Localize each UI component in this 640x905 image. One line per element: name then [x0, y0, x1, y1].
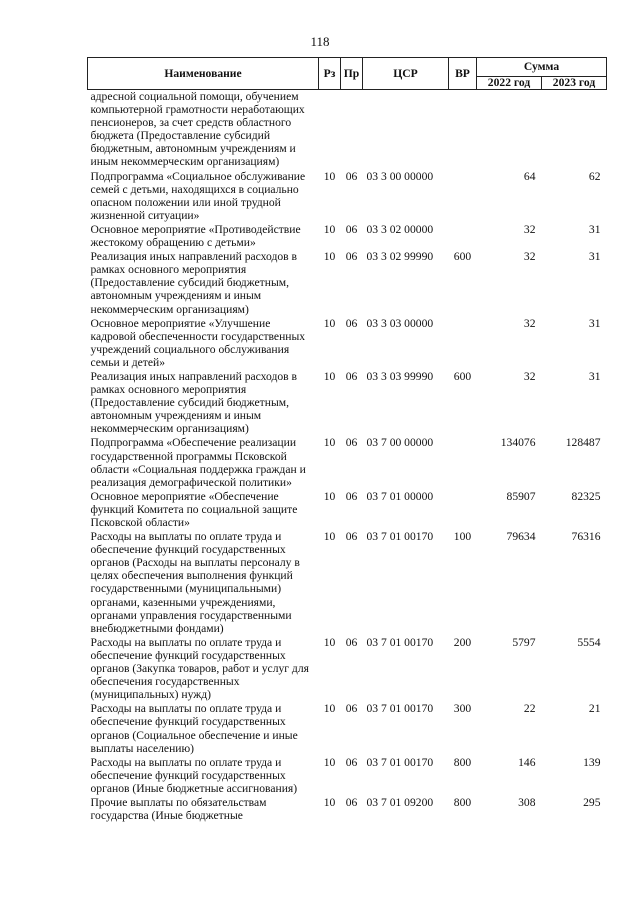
row-pr: 06 — [345, 755, 358, 769]
row-amount-2023: 31 — [588, 222, 601, 236]
row-amount-2023: 5554 — [577, 635, 601, 649]
row-rz: 10 — [323, 369, 336, 383]
row-csr — [363, 90, 449, 170]
row-amount-2022: 85907 — [506, 489, 536, 503]
row-pr: 06 — [345, 250, 358, 264]
row-name: Прочие выплаты по обязательствам государства (Иные бюджетные — [90, 795, 267, 823]
row-amount-2022: 79634 — [506, 530, 536, 544]
row-name: Реализация иных направлений расходов в рамках основного мероприятия (Предоставление субсидий бюджетным, автономным учреждениям и иным некоммерческим организациям) — [90, 369, 297, 436]
row-rz: 10 — [323, 755, 336, 769]
row-csr: 03 7 00 00000 — [366, 436, 434, 450]
table-row — [88, 250, 607, 316]
row-csr: 03 3 02 00000 — [366, 222, 434, 236]
row-vr — [449, 317, 477, 370]
row-pr: 06 — [345, 702, 358, 716]
row-rz: 10 — [323, 169, 336, 183]
table-row — [88, 370, 607, 436]
table-body — [88, 90, 607, 824]
row-amount-2023: 31 — [588, 316, 601, 330]
row-name: Реализация иных направлений расходов в рамках основного мероприятия (Предоставление субсидий бюджетным, автономным учреждениям и иным некоммерческим организациям) — [90, 250, 297, 316]
row-rz: 10 — [323, 222, 336, 236]
row-csr: 03 7 01 00170 — [366, 755, 434, 769]
row-vr: 800 — [453, 755, 472, 769]
table-row — [88, 490, 607, 530]
row-vr: 600 — [453, 369, 472, 383]
table-row — [88, 756, 607, 796]
row-rz: 10 — [323, 489, 336, 503]
row-amount-2022: 32 — [523, 369, 536, 383]
row-vr — [449, 436, 477, 489]
row-rz: 10 — [323, 316, 336, 330]
row-pr: 06 — [345, 530, 358, 544]
row-name: Основное мероприятие «Противодействие жестокому обращению с детьми» — [90, 222, 301, 250]
row-amount-2022 — [477, 90, 542, 170]
table-row — [88, 796, 607, 823]
row-amount-2023 — [542, 90, 607, 170]
row-name: Подпрограмма «Социальное обслуживание семей с детьми, находящихся в социально опасном положении или иной трудной жизненной ситуации» — [90, 169, 306, 222]
row-amount-2023: 76316 — [571, 530, 601, 544]
row-name: Расходы на выплаты по оплате труда и обеспечение функций государственных органов (Иные бюджетные ассигнования) — [90, 755, 298, 795]
row-vr: 200 — [453, 635, 472, 649]
row-vr: 300 — [453, 702, 472, 716]
table-header — [88, 58, 607, 90]
row-rz: 10 — [323, 635, 336, 649]
row-amount-2022: 32 — [523, 222, 536, 236]
row-pr: 06 — [345, 316, 358, 330]
row-amount-2022: 32 — [523, 316, 536, 330]
row-name: Расходы на выплаты по оплате труда и обеспечение функций государственных органов (Закупка товаров, работ и услуг для обеспечения государственных (муниципальных) нужд) — [90, 635, 309, 702]
row-csr: 03 3 03 00000 — [366, 316, 434, 330]
row-amount-2022: 64 — [523, 169, 536, 183]
header-vr: ВР — [449, 58, 477, 90]
table-row — [88, 530, 607, 636]
row-amount-2022: 308 — [518, 795, 536, 809]
row-name: Расходы на выплаты по оплате труда и обеспечение функций государственных органов (Расходы на выплаты персоналу в целях обеспечения выполнения функций государственными (муниципальными) органами, казенными учреждениями, органами управления государственными внебюджетными фондами) — [90, 530, 300, 635]
row-pr: 06 — [345, 635, 358, 649]
row-name: Подпрограмма «Обеспечение реализации государственной программы Псковской области «Социальная поддержка граждан и реализация демографической политики» — [90, 436, 306, 489]
row-amount-2023: 21 — [588, 702, 601, 716]
row-csr: 03 3 00 00000 — [366, 169, 434, 183]
row-rz: 10 — [323, 795, 336, 809]
row-amount-2023: 31 — [588, 369, 601, 383]
row-amount-2023: 128487 — [565, 436, 601, 450]
row-pr: 06 — [345, 222, 358, 236]
row-pr: 06 — [345, 169, 358, 183]
row-csr: 03 7 01 00170 — [366, 635, 434, 649]
row-name: Расходы на выплаты по оплате труда и обеспечение функций государственных органов (Социальное обеспечение и иные выплаты населению) — [90, 702, 298, 755]
table-row — [88, 90, 607, 170]
table-row — [88, 702, 607, 755]
row-name: Основное мероприятие «Обеспечение функций Комитета по социальной защите Псковской области» — [90, 489, 298, 529]
row-rz — [319, 90, 341, 170]
row-rz: 10 — [323, 436, 336, 450]
row-pr: 06 — [345, 795, 358, 809]
row-amount-2023: 62 — [588, 169, 601, 183]
row-amount-2022: 32 — [523, 250, 536, 264]
row-amount-2023: 82325 — [571, 489, 601, 503]
row-amount-2023: 295 — [583, 795, 601, 809]
row-rz: 10 — [323, 250, 336, 264]
page-number: 118 — [310, 34, 330, 49]
header-name: Наименование — [88, 58, 319, 90]
header-csr: ЦСР — [363, 58, 449, 90]
row-pr: 06 — [345, 489, 358, 503]
row-csr: 03 3 03 99990 — [366, 369, 434, 383]
row-pr: 06 — [345, 436, 358, 450]
budget-table-container — [87, 57, 606, 823]
row-amount-2022: 134076 — [500, 436, 536, 450]
header-sum: Сумма — [477, 58, 607, 77]
table-row — [88, 636, 607, 702]
header-pr: Пр — [341, 58, 363, 90]
row-vr — [449, 490, 477, 530]
header-rz: Рз — [319, 58, 341, 90]
row-rz: 10 — [323, 702, 336, 716]
row-amount-2022: 22 — [523, 702, 536, 716]
row-amount-2023: 139 — [583, 755, 601, 769]
table-row — [88, 436, 607, 489]
row-csr: 03 7 01 00000 — [366, 489, 434, 503]
row-csr: 03 7 01 09200 — [366, 795, 434, 809]
row-amount-2023: 31 — [588, 250, 601, 264]
table-row — [88, 317, 607, 370]
row-amount-2022: 146 — [518, 755, 536, 769]
row-amount-2022: 5797 — [512, 635, 536, 649]
row-vr — [449, 90, 477, 170]
row-vr: 800 — [453, 795, 472, 809]
row-csr: 03 7 01 00170 — [366, 702, 434, 716]
row-pr: 06 — [345, 369, 358, 383]
row-vr: 100 — [453, 530, 472, 544]
row-vr — [449, 223, 477, 250]
row-rz: 10 — [323, 530, 336, 544]
header-year-2023: 2023 год — [542, 77, 607, 90]
row-csr: 03 7 01 00170 — [366, 530, 434, 544]
row-pr — [341, 90, 363, 170]
table-row — [88, 170, 607, 223]
row-name: Основное мероприятие «Улучшение кадровой обеспеченности государственных учреждений социального обслуживания семьи и детей» — [90, 316, 306, 369]
header-year-2022: 2022 год — [477, 77, 542, 90]
budget-table — [87, 57, 607, 823]
row-vr: 600 — [453, 250, 472, 264]
row-vr — [449, 170, 477, 223]
row-csr: 03 3 02 99990 — [366, 250, 434, 264]
row-name: адресной социальной помощи, обучением компьютерной грамотности неработающих пенсионеров, за счет средств областного бюджета (Предоставление субсидий бюджетным, автономным учреждениям и иным некоммерческим организациям) — [90, 90, 305, 169]
table-row — [88, 223, 607, 250]
